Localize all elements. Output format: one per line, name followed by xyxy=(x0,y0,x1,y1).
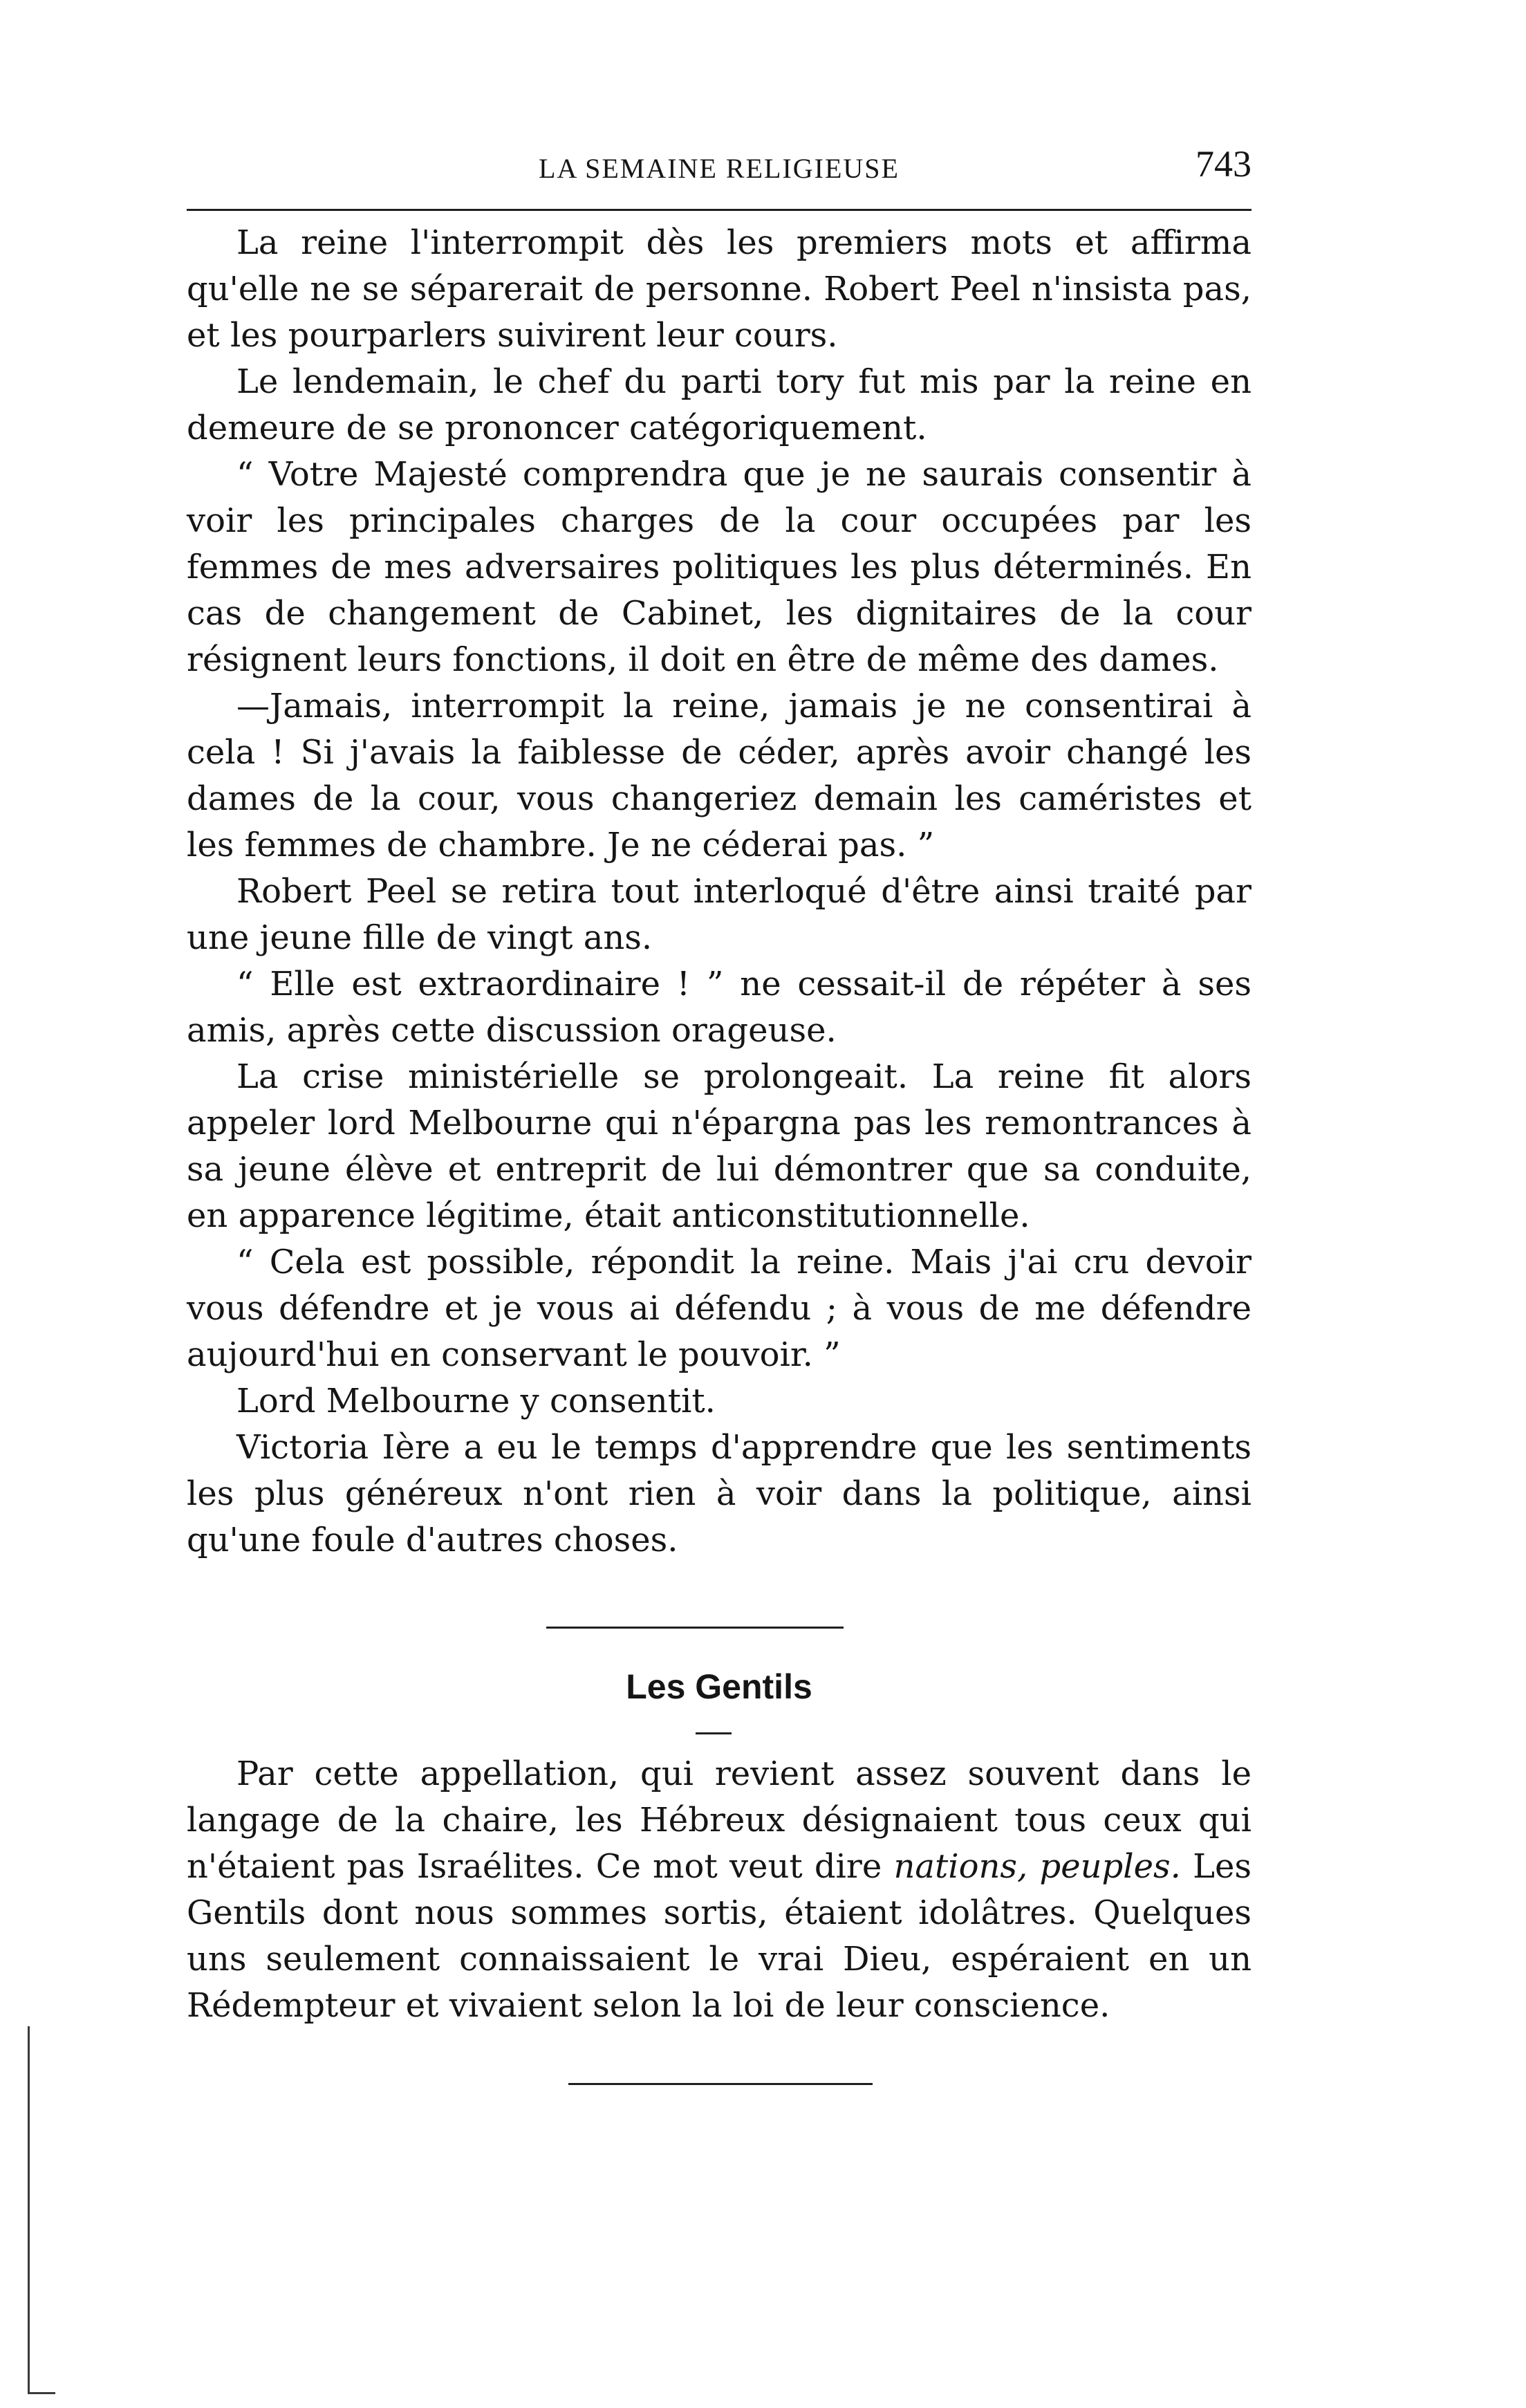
section-italic-words: nations, peuples. xyxy=(893,1847,1181,1886)
paragraph: La crise ministérielle se prolongeait. La reine fit alors appeler lord Melbourne qui n'épargna pas les remontrances à sa jeune élève et entreprit de lui démontrer que sa conduite, en apparence légitime, était anticonstitutionnelle. xyxy=(187,1057,1251,1235)
page-number: 743 xyxy=(1195,143,1251,185)
scan-margin-line xyxy=(28,2026,30,2394)
paragraph: Le lendemain, le chef du parti tory fut mis par la reine en demeure de se prononcer catégoriquement. xyxy=(187,362,1251,447)
body-text xyxy=(187,220,1251,1564)
section-paragraph xyxy=(187,1751,1251,2029)
section-text-before: Par cette appellation, qui revient assez souvent dans le langage de la chaire, les Hébreux désignaient tous ceux qui n'étaient pas Israélites. Ce mot veut dire xyxy=(187,1754,1251,1886)
paragraph: Robert Peel se retira tout interloqué d'être ainsi traité par une jeune fille de vingt ans. xyxy=(187,872,1251,957)
paragraph: “ Elle est extraordinaire ! ” ne cessait-il de répéter à ses amis, après cette discussion orageuse. xyxy=(187,965,1251,1050)
end-divider xyxy=(568,2083,873,2085)
title-dash xyxy=(696,1732,732,1734)
paragraph: Lord Melbourne y consentit. xyxy=(236,1382,716,1420)
section-title: Les Gentils xyxy=(626,1667,812,1706)
section-text-after: Les Gentils dont nous sommes sortis, étaient idolâtres. Quelques uns seulement connaissaient le vrai Dieu, espéraient en un Rédempteur et vivaient selon la loi de leur conscience. xyxy=(187,1847,1252,2025)
header-rule xyxy=(187,209,1251,211)
section-divider xyxy=(546,1627,844,1629)
section-body xyxy=(187,1751,1251,2029)
running-header xyxy=(187,138,1251,207)
paragraph: La reine l'interrompit dès les premiers mots et affirma qu'elle ne se séparerait de personne. Robert Peel n'insista pas, et les pourparlers suivirent leur cours. xyxy=(187,223,1251,355)
paragraph: “ Cela est possible, répondit la reine. Mais j'ai cru devoir vous défendre et je vous ai défendu ; à vous de me défendre aujourd'hui en conservant le pouvoir. ” xyxy=(187,1243,1251,1374)
paragraph: Victoria Ière a eu le temps d'apprendre que les sentiments les plus généreux n'ont rien à voir dans la politique, ainsi qu'une foule d'autres choses. xyxy=(187,1428,1251,1559)
paragraph: “ Votre Majesté comprendra que je ne saurais consentir à voir les principales charges de la cour occupées par les femmes de mes adversaires politiques les plus déterminés. En cas de changement de Cabinet, les dignitaires de la cour résignent leurs fonctions, il doit en être de même des dames. xyxy=(187,455,1251,679)
running-title: LA SEMAINE RELIGIEUSE xyxy=(539,153,900,184)
scan-margin-corner xyxy=(28,2392,55,2394)
paragraph: —Jamais, interrompit la reine, jamais je ne consentirai à cela ! Si j'avais la faiblesse de céder, après avoir changé les dames de la cour, vous changeriez demain les caméristes et les femmes de chambre. Je ne céderai pas. ” xyxy=(187,687,1251,864)
